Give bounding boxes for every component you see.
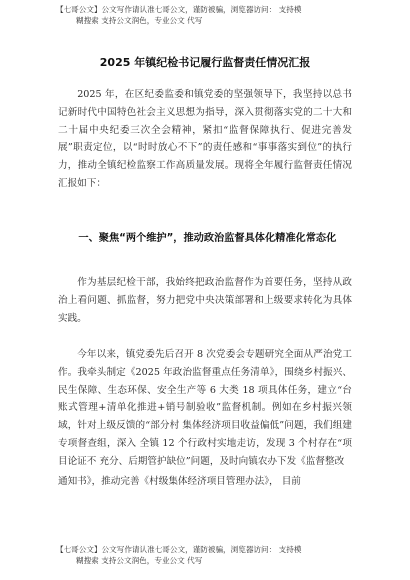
intro-paragraph: 2025 年，在区纪委监委和镇党委的坚强领导下，我坚持以总书记新时代中国特色社会主义思想为指导，深入贯彻落实党的二十大和二十届中央纪委三次全会精神，紧扣“监督保障执行、促进完善发展”职责定位，以“时时放心不下”的责任感和“事事落实到位”的执行力，推动全镇纪检监察工作高质量发展。现将全年履行监督责任情况汇报如下： <box>58 89 352 189</box>
watermark-banner-top <box>56 4 356 26</box>
watermark-banner-bottom <box>56 544 356 566</box>
document-title: 2025 年镇纪检书记履行监督责任情况汇报 <box>99 56 311 69</box>
body-paragraph-1: 作为基层纪检干部，我始终把政治监督作为首要任务，坚持从政治上看问题、抓监督，努力把党中央决策部署和上级要求转化为具体实践。 <box>58 277 352 324</box>
banner-line-1: 【七哥公文】公文写作请认准七哥公文，谨防被骗，浏览器访问： 支持模 <box>56 545 302 554</box>
body-paragraph-2: 今年以来，镇党委先后召开 8 次党委会专题研究全面从严治党工作。我牵头制定《2025 年政治监督重点任务清单》，围绕乡村振兴、民生保障、生态环保、安全生产等 6 大类 18 项具体任务，建立“台账式管理+清单化推进+销号制验收”监督机制。例如在乡村振兴领域，针对上级反馈的“部分村 集体经济项目收益偏低”问题，我们组建专项督查组，深入 全镇 12 个行政村实地走访，发现 3 个村存在“项目论证不 充分、后期管护缺位”问题，及时向镇农办下发《监督整改 <box>58 349 352 467</box>
section-heading: 一、聚焦“两个维护”，推动政治监督具体化精准化常态化 <box>78 233 337 244</box>
banner-line-2: 糊搜索 支持公文润色，专业公文 代写 <box>76 16 203 25</box>
banner-line-1: 【七哥公文】公文写作请认准七哥公文，谨防被骗，浏览器访问： 支持模 <box>56 5 302 14</box>
banner-line-2: 糊搜索 支持公文润色，专业公文 代写 <box>76 556 203 565</box>
body-paragraph-3: 通知书》，推动完善《村级集体经济项目管理办法》， 目前 <box>58 476 301 487</box>
